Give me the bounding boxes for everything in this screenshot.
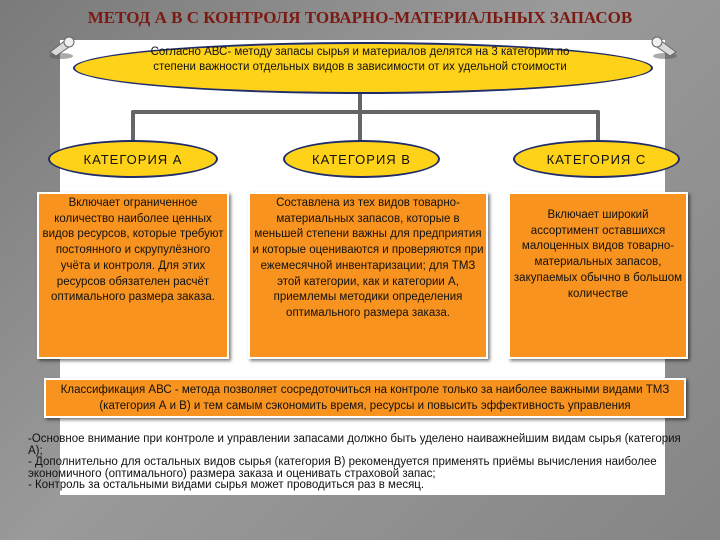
category-a-description: Включает ограниченное количество наиболее ценных видов ресурсов, которые требуют постоянного и скрупулёзного учёта и контроля. Для этих ресурсов обязателен расчёт оптимального размера заказа. <box>37 192 229 359</box>
notes <box>28 434 698 492</box>
note-item: - Дополнительно для остальных видов сырья (категория В) рекомендуется применять приёмы вычисления наиболее экономичного (оптимального) размера заказа и оценивать страховой запас; <box>28 456 657 480</box>
category-b-description: Составлена из тех видов товарно-материальных запасов, которые в меньшей степени важны для предприятия и которые оцениваются и проверяются при ежемесячной инвентаризации; для ТМЗ этой категории, как и категории А, приемлемы методики определения оптимального размера заказа. <box>248 192 488 359</box>
category-a-label: КАТЕГОРИЯ А <box>48 140 218 178</box>
intro-text: Согласно АВС- методу запасы сырья и материалов делятся на 3 категории по степени важности отдельных видов в зависимости от их удельной стоимости <box>150 46 570 73</box>
note-item: -Основное внимание при контроле и управлении запасами должно быть уделено наиважнейшим видам сырья (категория А); <box>28 433 681 457</box>
summary-box: Классификация АВС - метода позволяет сосредоточиться на контроле только за наиболее важными видами ТМЗ (категория А и В) и тем самым сэкономить время, ресурсы и повысить эффективность управления <box>44 378 686 418</box>
category-c-description: Включает широкий ассортимент оставшихся малоценных видов товарно-материальных запасов, закупаемых обычно в большом количестве <box>508 192 688 359</box>
page-title: МЕТОД А В С КОНТРОЛЯ ТОВАРНО-МАТЕРИАЛЬНЫХ ЗАПАСОВ <box>87 8 633 27</box>
note-item: - Контроль за остальными видами сырья может проводиться раз в месяц. <box>28 479 425 492</box>
category-c-label: КАТЕГОРИЯ С <box>513 140 680 178</box>
category-b-label: КАТЕГОРИЯ В <box>283 140 440 178</box>
